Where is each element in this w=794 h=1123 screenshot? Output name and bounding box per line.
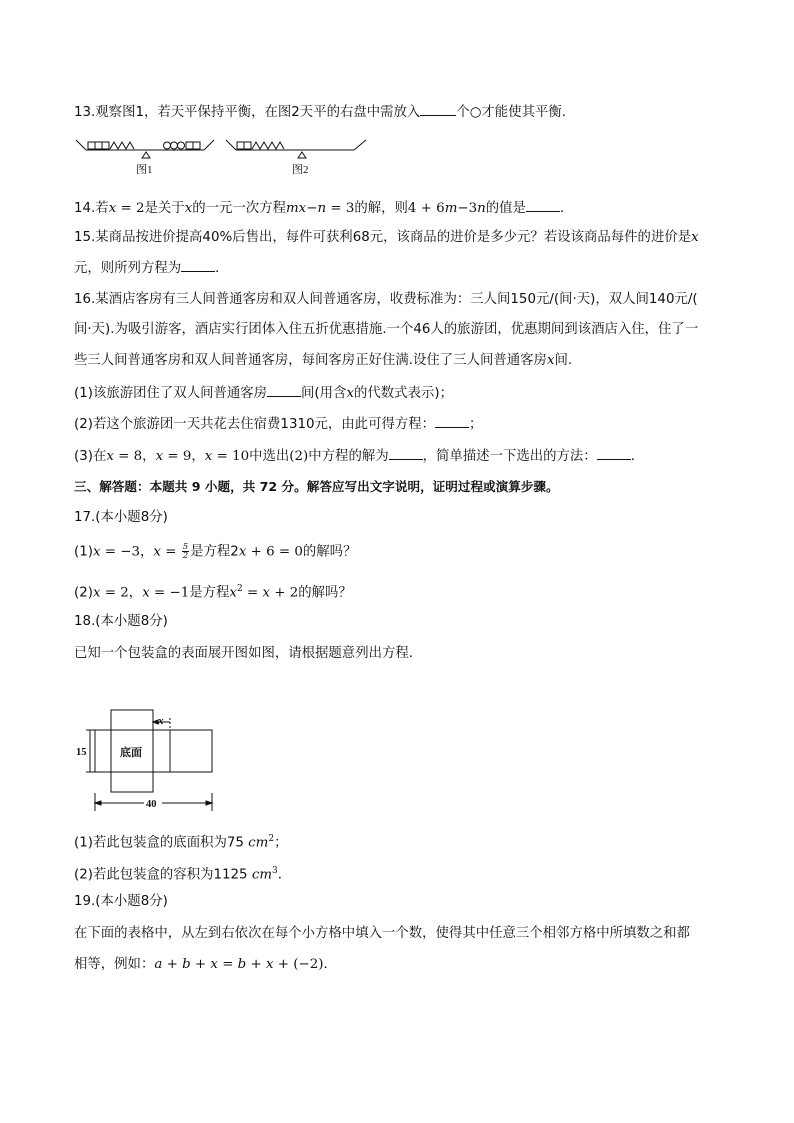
q14-p5: 的一元一次方程 — [192, 201, 286, 216]
q16-sub1-c: 的代数式表示)； — [354, 386, 453, 401]
q18-sub2 — [74, 862, 291, 884]
height-dimension — [86, 730, 95, 772]
q17-fraction — [182, 543, 189, 560]
q19-line1: 在下面的表格中，从左到右依次在每个小方格中填入一个数，使得其中任意三个相邻方格中所填数之和都 — [74, 926, 690, 941]
q18-intro: 已知一个包装盒的表面展开图如图，请根据题意列出方程． — [74, 646, 423, 661]
q14-blank — [526, 199, 560, 212]
q16-sub3-c: = 8， — [113, 449, 156, 464]
q19-op: + — [246, 957, 266, 972]
q13-text-b: 个○才能使其平衡． — [456, 105, 576, 120]
q14-p9: = 3的解，则4 + 6 — [326, 201, 445, 216]
q14-var: n — [317, 201, 327, 216]
q18-exponent: 3 — [272, 866, 278, 876]
q18-unit: cm — [251, 867, 273, 883]
q14-p1: 14.若 — [74, 201, 109, 216]
q16-var: x — [106, 449, 114, 464]
q17-s1-a: (1) — [74, 544, 93, 560]
q15-line1-text: 15.某商品按进价提高40%后售出，每件可获利68元，该商品的进价是多少元？若设该商品每件的进价是 — [74, 230, 692, 245]
q16-line3 — [74, 352, 572, 370]
q16-sub3-g: = 10中选出(2)中方程的解为 — [212, 449, 389, 464]
q16-sub2-blank — [435, 415, 469, 428]
q19-var: a — [154, 957, 163, 972]
q16-sub3-e: = 9， — [163, 449, 205, 464]
q16-sub2-a: (2)若这个旅游团一天共花去住宿费1310元，由此可得方程： — [74, 417, 436, 432]
q19-line2-a: 相等，例如： — [74, 957, 155, 972]
q15-line1 — [74, 229, 699, 247]
q16-sub3-h: ，简单描述一下选出的方法： — [422, 449, 597, 464]
q18-s1-a: (1)若此包装盒的底面积为75 — [74, 835, 249, 851]
q16-sub1-b: 间(用含 — [301, 386, 347, 401]
q15-blank — [181, 259, 215, 272]
q17-s2-c: = −1是方程 — [149, 585, 230, 601]
q14-var: n — [477, 201, 486, 216]
q17-s2-a: (2) — [74, 585, 93, 601]
q18-sub1 — [74, 830, 288, 852]
q17-sub2 — [74, 580, 352, 602]
q13-blank — [420, 103, 456, 116]
q16-sub3-blank1 — [389, 447, 423, 460]
q16-sub3 — [74, 447, 644, 466]
q18-s2-a: (2)若此包装盒的容积为1125 — [74, 867, 252, 883]
q19-var: x — [265, 957, 274, 972]
q14-op: − — [306, 201, 318, 216]
q13-balance-figures — [74, 132, 374, 178]
label-x: x — [158, 715, 164, 727]
q17-title: 17.(本小题8分) — [74, 510, 168, 525]
q13-text-a: 13.观察图1，若天平保持平衡，在图2天平的右盘中需放入 — [74, 105, 421, 120]
q19-var: b — [237, 957, 247, 972]
q17-var: x — [142, 585, 150, 601]
q16-var: x — [204, 449, 213, 464]
q18-s1-end: ； — [274, 835, 288, 851]
label-base: 底面 — [120, 746, 142, 759]
q19-line2-k: + (−2)． — [273, 957, 337, 972]
q14-var: x — [184, 201, 193, 216]
label-40: 40 — [146, 799, 157, 810]
q14-var: x — [108, 201, 117, 216]
q19-var: b — [182, 957, 191, 972]
balance-figure-1 — [76, 140, 214, 158]
q15-line2 — [74, 259, 229, 278]
q16-sub1-a: (1)该旅游团住了双人间普通客房 — [74, 386, 268, 401]
q15-line2-text: 元，则所列方程为 — [74, 261, 182, 276]
q16-sub3-i: ． — [630, 449, 645, 464]
fig2-label: 图2 — [292, 164, 309, 176]
q17-sub1 — [74, 543, 356, 562]
q14-var: mx — [285, 201, 307, 216]
q16-line3-end: 间. — [554, 353, 573, 368]
fig1-label: 图1 — [136, 164, 153, 176]
q16-sub1 — [74, 384, 453, 403]
q18-unit: cm — [248, 835, 269, 851]
q16-sub1-blank — [267, 384, 301, 397]
q14-var: m — [444, 201, 458, 216]
balance-figure-2 — [226, 140, 366, 158]
q19-line2 — [74, 956, 337, 974]
label-15: 15 — [76, 747, 87, 758]
q15-var: x — [691, 230, 699, 245]
fraction-numerator: 5 — [182, 542, 189, 552]
q16-sub3-a: (3)在 — [74, 449, 107, 464]
q17-var: x — [238, 544, 247, 560]
q16-var: x — [546, 353, 555, 368]
q16-var: x — [155, 449, 164, 464]
q17-exponent: 2 — [236, 584, 243, 594]
q17-s1-d: 是方程2 — [190, 544, 239, 560]
q16-line1: 16.某酒店客房有三人间普通客房和双人间普通客房，收费标准为：三人间150元/(间·天)，双人间140元/( — [74, 292, 698, 307]
q16-sub2 — [74, 415, 482, 434]
q17-s1-e: + 6 = 0的解吗？ — [246, 544, 357, 560]
q16-sub3-blank2 — [597, 447, 631, 460]
q16-sub2-b: ； — [469, 417, 483, 432]
q14-p14: ． — [559, 201, 574, 216]
q17-var: x — [92, 585, 101, 601]
q13-text — [74, 103, 575, 122]
q17-s1-c: = — [160, 544, 181, 560]
q19-var: x — [210, 957, 218, 972]
q19-op: + — [162, 957, 183, 972]
q16-line3-text: 些三人间普通客房和双人间普通客房，每间客房正好住满.设住了三人间普通客房 — [74, 353, 547, 368]
q16-line2: 间·天).为吸引游客，酒店实行团体入住五折优惠措施.一个46人的旅游团，优惠期间到该酒店入住，住了一 — [74, 322, 699, 337]
q19-op: = — [217, 957, 238, 972]
q17-s2-e: + 2的解吗？ — [270, 585, 352, 601]
q16-var: x — [346, 386, 355, 401]
q17-s2-b: = 2， — [100, 585, 143, 601]
q17-var: x — [92, 544, 101, 560]
q14-text — [74, 199, 573, 218]
q17-s1-b: = −3， — [100, 544, 154, 560]
q19-op: + — [190, 957, 211, 972]
q17-var: x — [262, 585, 270, 601]
q14-p11: −3 — [457, 201, 478, 216]
q17-var: x — [153, 544, 161, 560]
q18-s2-end: ． — [277, 867, 292, 883]
section-3-heading: 三、解答题：本题共 9 小题，共 72 分。解答应写出文字说明，证明过程或演算步骤。 — [74, 479, 559, 494]
q18-exponent: 2 — [268, 834, 275, 844]
q17-var: x — [229, 585, 237, 601]
q14-p13: 的值是 — [485, 201, 526, 216]
q18-net-diagram — [74, 703, 224, 815]
q14-p3: = 2是关于 — [116, 201, 185, 216]
fraction-denominator: 2 — [182, 551, 189, 561]
q17-s2-d: = — [242, 585, 263, 601]
q18-title: 18.(本小题8分) — [74, 614, 168, 629]
q15-line2-end: ． — [215, 261, 229, 276]
q19-title: 19.(本小题8分) — [74, 894, 168, 909]
